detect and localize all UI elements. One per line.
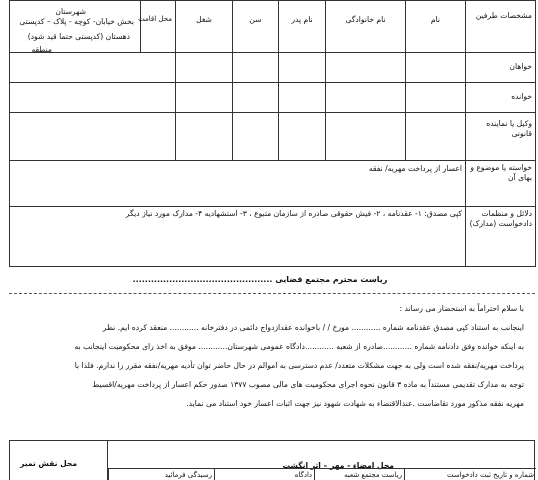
- signature-block: [9, 440, 535, 480]
- row-defendant-label: خوانده: [466, 83, 536, 113]
- cell-defendant-age[interactable]: [233, 83, 279, 113]
- row-evidence-label: دلائل و منظمات دادخواست (مدارک): [466, 207, 536, 267]
- header-name: نام: [406, 1, 466, 53]
- cell-defendant-father[interactable]: [279, 83, 326, 113]
- cell-lawyer-address[interactable]: [10, 113, 176, 161]
- addr-line1: بخش خیابان- کوچه - پلاک – کدپستی: [19, 17, 134, 26]
- cell-defendant-job[interactable]: [176, 83, 233, 113]
- body-paragraph-2: به اینکه خوانده وفق دادنامه شماره ............صادره از شعبه ............دادگاه عمومی شهرستان............ موفق به اخذ رای محکومیت اینجانب به: [74, 342, 524, 351]
- separator-line: [9, 293, 535, 294]
- registration-row: [108, 468, 536, 480]
- body-paragraph-1: اینجانب به استناد کپی مصدق عقدنامه شماره ............ مورخ / / باخوانده عقدازدواج دائمی در دفترخانه ............ منعقد کرده ایم. نظر: [102, 323, 524, 332]
- header-father: نام پدر: [279, 1, 326, 53]
- addr-line3: منطقه: [31, 45, 52, 54]
- cell-request-value[interactable]: اعسار از پرداخت مهریه/ نفقه: [10, 161, 466, 207]
- header-age: سن: [233, 1, 279, 53]
- body-paragraph-4: توجه به مدارک تقدیمی مستنداً به ماده ۳ قانون نحوه اجرای محکومیت های مالی مصوب ۱۳۷۷ صدور حکم اعسار از پرداخت مهریه/اقسیط: [92, 380, 524, 389]
- cell-lawyer-family[interactable]: [326, 113, 406, 161]
- signature-label: محل امضاء - مهر – اثر انگشت: [282, 461, 394, 470]
- cell-plaintiff-job[interactable]: [176, 53, 233, 83]
- header-residence: محل اقامت: [141, 1, 176, 53]
- cell-lawyer-name[interactable]: [406, 113, 466, 161]
- cell-lawyer-age[interactable]: [233, 113, 279, 161]
- cell-defendant-address[interactable]: [10, 83, 176, 113]
- cell-lawyer-father[interactable]: [279, 113, 326, 161]
- registration-number-cell: شماره و تاریخ ثبت دادخواست: [404, 469, 536, 480]
- row-plaintiff-label: خواهان: [466, 53, 536, 83]
- parties-table: [9, 0, 536, 267]
- body-paragraph-3: پرداخت مهریه/نفقه شده است ولی به جهت مشکلات متعدد/ عدم دسترسی به اموالم در حال حاضر توان تأدیه مهریه/نفقه مقرر را ندارم. فلذا با: [74, 361, 524, 370]
- petition-addressee: ریاست محترم مجتمع قضایی ..............................................: [132, 275, 388, 284]
- cell-plaintiff-age[interactable]: [233, 53, 279, 83]
- body-paragraph-5: مهریه نفقه مذکور مورد تقاضاست .عندالاقتضاء به شهادت شهود نیز جهت اثبات اعسار خود استناد می نماید.: [186, 399, 524, 408]
- cell-defendant-family[interactable]: [326, 83, 406, 113]
- header-address: [10, 1, 141, 53]
- review-cell: رسیدگی فرمائید: [108, 469, 214, 480]
- cell-plaintiff-father[interactable]: [279, 53, 326, 83]
- cell-plaintiff-family[interactable]: [326, 53, 406, 83]
- header-parties-spec: مشخصات طرفین: [466, 1, 536, 53]
- cell-evidence-value[interactable]: کپی مصدق: ۱- عقدنامه ، ۲- فیش حقوقی صادره از سازمان متبوع ، ۳- استشهادیه ۴- مدارک مورد نیاز دیگر: [10, 207, 466, 267]
- row-lawyer-label: وکیل یا نماینده قانونی: [466, 113, 536, 161]
- addr-city: شهرستان: [55, 7, 86, 16]
- row-request-label: خواسته یا موضوع و بهای آن: [466, 161, 536, 207]
- court-cell: دادگاه: [214, 469, 314, 480]
- header-job: شغل: [176, 1, 233, 53]
- cell-plaintiff-address[interactable]: [10, 53, 176, 83]
- header-family: نام خانوادگی: [326, 1, 406, 53]
- greeting-line: با سلام احتراماً به استحضار می رساند :: [399, 304, 524, 313]
- cell-defendant-name[interactable]: [406, 83, 466, 113]
- cell-plaintiff-name[interactable]: [406, 53, 466, 83]
- court-branch-cell: ریاست مجتمع شعبه: [314, 469, 404, 480]
- stamp-area: [10, 441, 108, 480]
- stamp-label: محل نقش تمبر: [20, 459, 78, 468]
- cell-lawyer-job[interactable]: [176, 113, 233, 161]
- addr-line2: دهستان (کدپستی حتما قید شود): [27, 32, 130, 41]
